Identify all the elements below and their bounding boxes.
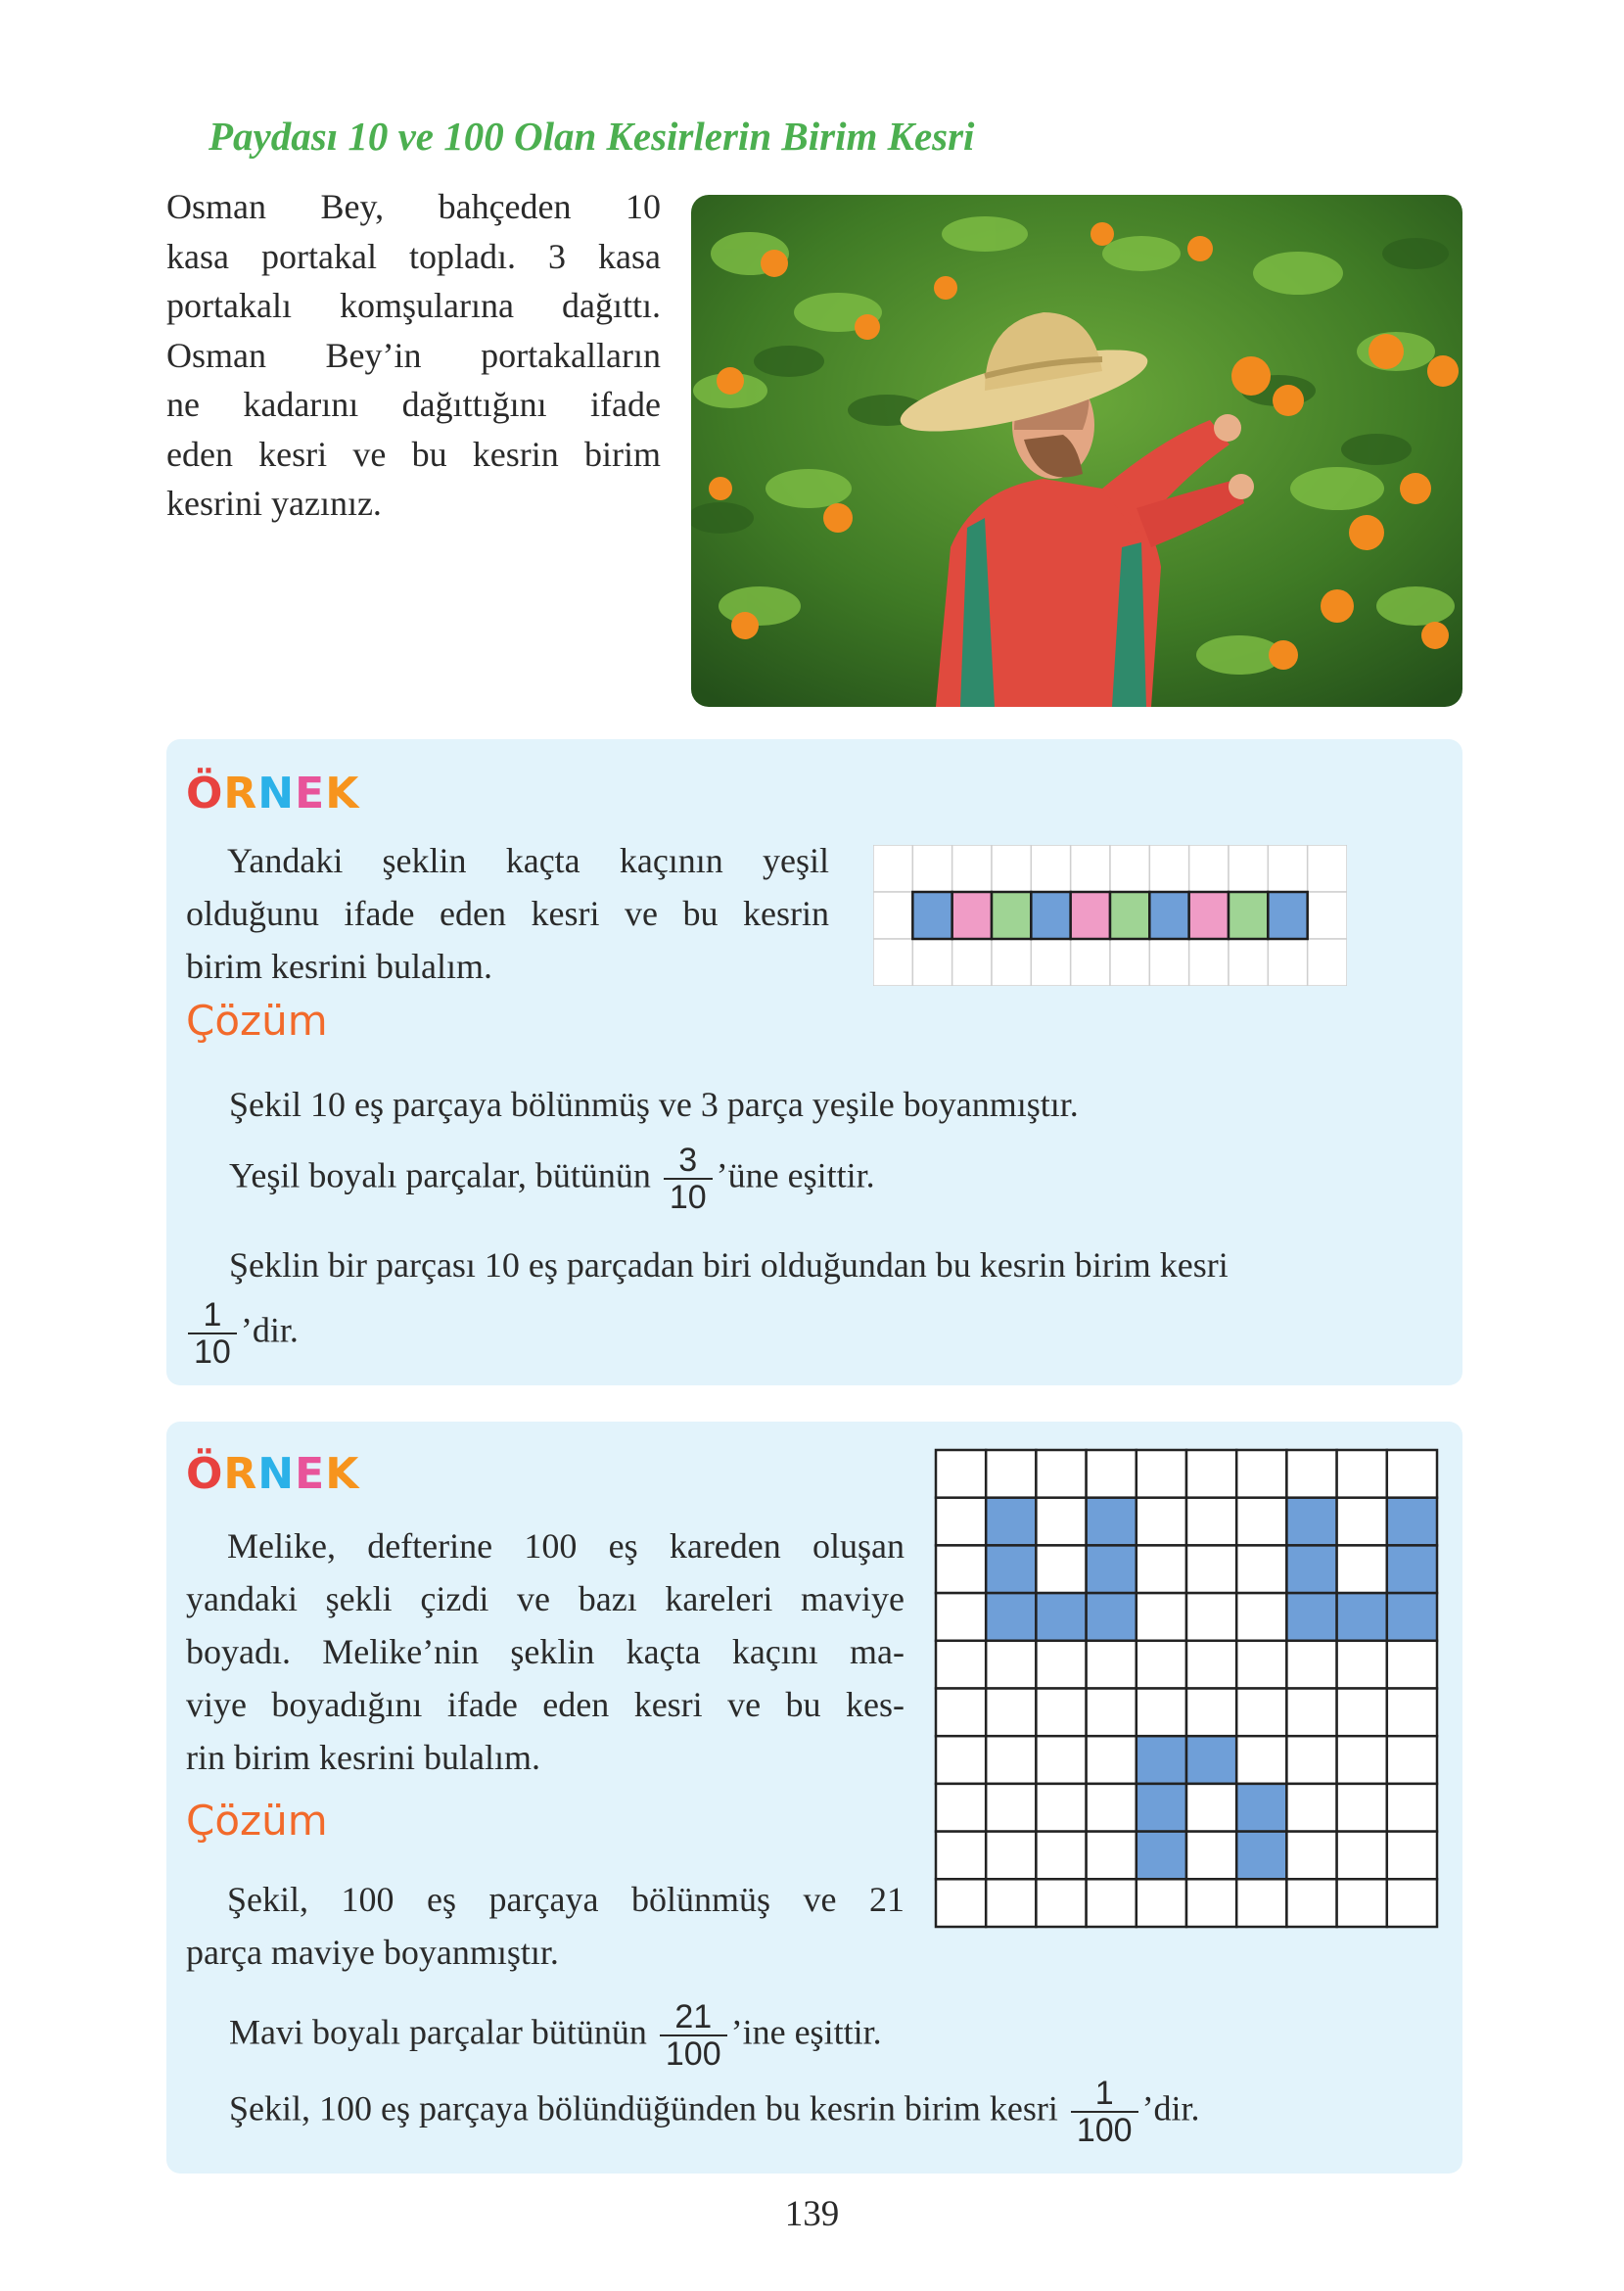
orange-harvest-photo	[691, 195, 1462, 707]
white-square	[1087, 1784, 1137, 1832]
white-square	[1236, 1498, 1286, 1546]
white-square	[1137, 1545, 1186, 1593]
grid-cell	[1071, 939, 1110, 986]
white-square	[1236, 1689, 1286, 1737]
white-square	[1387, 1641, 1437, 1689]
blue-square	[1387, 1545, 1437, 1593]
grid-cell	[1149, 845, 1188, 892]
white-square	[1036, 1450, 1086, 1498]
blue-square	[1036, 1593, 1086, 1641]
blue-square	[1387, 1498, 1437, 1546]
grid-cell	[1308, 892, 1347, 939]
white-square	[1286, 1450, 1336, 1498]
white-square	[1186, 1832, 1236, 1880]
white-square	[1337, 1736, 1387, 1784]
grid-cell	[873, 939, 912, 986]
white-square	[1137, 1879, 1186, 1927]
white-square	[1036, 1641, 1086, 1689]
white-square	[986, 1736, 1036, 1784]
white-square	[936, 1736, 986, 1784]
blue-square	[986, 1593, 1036, 1641]
white-square	[1186, 1545, 1236, 1593]
blue-square	[1186, 1736, 1236, 1784]
ornek-letter: R	[223, 769, 258, 818]
ornek-letter: R	[223, 1449, 258, 1499]
white-square	[1286, 1689, 1336, 1737]
white-square	[1186, 1879, 1236, 1927]
problem-line: birim kesrini bulalım.	[186, 947, 492, 986]
fraction-1-100	[1071, 2076, 1138, 2148]
white-square	[1186, 1498, 1236, 1546]
white-square	[1186, 1593, 1236, 1641]
white-square	[936, 1641, 986, 1689]
strip-part-green	[1229, 892, 1268, 939]
strip-part-green	[992, 892, 1031, 939]
white-square	[986, 1689, 1036, 1737]
strip-part-blue	[912, 892, 951, 939]
numerator: 21	[660, 1999, 727, 2036]
grid-cell	[1149, 939, 1188, 986]
grid-cell	[1071, 845, 1110, 892]
grid-cell	[912, 845, 951, 892]
example2-solution-line2	[229, 1999, 882, 2072]
white-square	[1236, 1545, 1286, 1593]
example2-solution-line3	[229, 2076, 1200, 2148]
white-square	[1337, 1450, 1387, 1498]
grid-cell	[1308, 845, 1347, 892]
white-square	[936, 1498, 986, 1546]
white-square	[1036, 1545, 1086, 1593]
problem-line: yandaki şekli çizdi ve bazı kareleri maviye	[186, 1579, 905, 1618]
grid-cell	[992, 939, 1031, 986]
white-square	[936, 1879, 986, 1927]
problem-line: Melike, defterine 100 eş kareden oluşan	[227, 1526, 905, 1566]
intro-line: eden kesri ve bu kesrin birim	[166, 434, 661, 474]
white-square	[1087, 1641, 1137, 1689]
strip-part-pink	[1071, 892, 1110, 939]
white-square	[936, 1689, 986, 1737]
white-square	[936, 1832, 986, 1880]
grid-cell	[912, 939, 951, 986]
problem-line: boyadı. Melike’nin şeklin kaçta kaçını ma-	[186, 1632, 905, 1671]
blue-square	[1286, 1498, 1336, 1546]
grid-cell	[1229, 939, 1268, 986]
blue-square	[986, 1545, 1036, 1593]
white-square	[1087, 1689, 1137, 1737]
white-square	[1087, 1832, 1137, 1880]
white-square	[986, 1641, 1036, 1689]
white-square	[986, 1784, 1036, 1832]
white-square	[1036, 1784, 1086, 1832]
blue-square	[1236, 1832, 1286, 1880]
solution-text: ’üne eşittir.	[716, 1155, 875, 1195]
white-square	[1186, 1784, 1236, 1832]
white-square	[936, 1450, 986, 1498]
solution-text: ’dir.	[240, 1310, 299, 1350]
ten-part-strip-figure	[873, 845, 1347, 986]
ornek-heading	[186, 769, 359, 818]
white-square	[1036, 1879, 1086, 1927]
white-square	[1337, 1641, 1387, 1689]
numerator: 1	[188, 1297, 237, 1334]
intro-line: ne kadarını dağıttığını ifade	[166, 385, 661, 424]
photo-illustration	[691, 195, 1462, 707]
white-square	[1387, 1784, 1437, 1832]
white-square	[1286, 1784, 1336, 1832]
solution-text: Mavi boyalı parçalar bütünün	[229, 2012, 647, 2052]
white-square	[1236, 1641, 1286, 1689]
intro-line: Osman Bey, bahçeden 10	[166, 187, 661, 226]
grid-cell	[992, 845, 1031, 892]
ornek-letter: E	[295, 769, 326, 818]
ornek-letter: N	[257, 769, 296, 818]
white-square	[1286, 1641, 1336, 1689]
solution-text: Şekil, 100 eş parçaya bölündüğünden bu kesrin birim kesri	[229, 2088, 1058, 2128]
white-square	[1036, 1498, 1086, 1546]
denominator: 100	[665, 2035, 721, 2073]
white-square	[986, 1832, 1036, 1880]
strip-part-blue	[1149, 892, 1188, 939]
example-panel-2	[166, 1422, 1462, 2174]
blue-square	[1087, 1498, 1137, 1546]
cozum-label: Çözüm	[186, 1797, 328, 1845]
white-square	[1137, 1498, 1186, 1546]
blue-square	[1286, 1545, 1336, 1593]
grid-cell	[1308, 939, 1347, 986]
ornek-letter: N	[257, 1449, 296, 1499]
grid-cell	[1110, 939, 1149, 986]
solution-text: ’dir.	[1141, 2088, 1200, 2128]
white-square	[1036, 1832, 1086, 1880]
grid-cell	[1268, 845, 1307, 892]
white-square	[1137, 1450, 1186, 1498]
solution-text: ’ine eşittir.	[730, 2012, 882, 2052]
white-square	[1186, 1641, 1236, 1689]
blue-square	[1286, 1593, 1336, 1641]
white-square	[1186, 1689, 1236, 1737]
white-square	[1137, 1593, 1186, 1641]
ornek-heading	[186, 1449, 359, 1499]
white-square	[1286, 1736, 1336, 1784]
page-number: 139	[784, 2194, 840, 2234]
intro-paragraph	[166, 182, 661, 529]
white-square	[1387, 1832, 1437, 1880]
strip-part-pink	[952, 892, 992, 939]
ornek-letter: E	[295, 1449, 326, 1499]
blue-square	[1236, 1784, 1286, 1832]
white-square	[986, 1450, 1036, 1498]
white-square	[1236, 1736, 1286, 1784]
white-square	[936, 1784, 986, 1832]
white-square	[1236, 1450, 1286, 1498]
strip-part-blue	[1268, 892, 1307, 939]
white-square	[1387, 1879, 1437, 1927]
blue-square	[1337, 1593, 1387, 1641]
grid-cell	[873, 892, 912, 939]
intro-line: Osman Bey’in portakalların	[166, 335, 661, 375]
ornek-letter: Ö	[186, 1449, 224, 1499]
white-square	[1337, 1832, 1387, 1880]
intro-line: kesrini yazınız.	[166, 484, 382, 523]
ornek-letter: K	[325, 1449, 360, 1499]
white-square	[936, 1545, 986, 1593]
denominator: 10	[669, 1179, 707, 1216]
intro-line: kasa portakal topladı. 3 kasa	[166, 236, 661, 276]
blue-square	[1137, 1832, 1186, 1880]
problem-line: olduğunu ifade eden kesri ve bu kesrin	[186, 894, 829, 933]
blue-square	[1087, 1593, 1137, 1641]
numerator: 3	[664, 1143, 713, 1180]
grid-cell	[952, 939, 992, 986]
white-square	[936, 1593, 986, 1641]
denominator: 100	[1076, 2112, 1133, 2149]
white-square	[1337, 1689, 1387, 1737]
ornek-letter: K	[325, 769, 360, 818]
white-square	[1036, 1689, 1086, 1737]
white-square	[1087, 1450, 1137, 1498]
hundred-square-grid-figure	[934, 1448, 1439, 1929]
cozum-label: Çözüm	[186, 997, 328, 1045]
solution-line: Şekil, 100 eş parçaya bölünmüş ve 21	[227, 1880, 905, 1919]
white-square	[1186, 1450, 1236, 1498]
blue-square	[1137, 1736, 1186, 1784]
blue-square	[1137, 1784, 1186, 1832]
example2-solution-intro	[186, 1873, 905, 1979]
example1-problem	[186, 834, 829, 993]
solution-line: parça maviye boyanmıştır.	[186, 1933, 559, 1972]
white-square	[1087, 1879, 1137, 1927]
white-square	[1337, 1879, 1387, 1927]
white-square	[1337, 1498, 1387, 1546]
grid-cell	[952, 845, 992, 892]
blue-square	[1087, 1545, 1137, 1593]
example1-solution-line4	[184, 1297, 299, 1370]
numerator: 1	[1071, 2076, 1138, 2113]
white-square	[1087, 1736, 1137, 1784]
white-square	[1137, 1641, 1186, 1689]
ornek-letter: Ö	[186, 769, 224, 818]
example2-problem	[186, 1520, 905, 1784]
solution-text: Yeşil boyalı parçalar, bütünün	[229, 1155, 651, 1195]
grid-cell	[1189, 939, 1229, 986]
white-square	[1236, 1879, 1286, 1927]
example1-solution-line1: Şekil 10 eş parçaya bölünmüş ve 3 parça yeşile boyanmıştır.	[229, 1085, 1079, 1124]
example-panel-1	[166, 739, 1462, 1385]
white-square	[1137, 1689, 1186, 1737]
strip-part-blue	[1031, 892, 1070, 939]
section-title: Paydası 10 ve 100 Olan Kesirlerin Birim Kesri	[209, 114, 975, 159]
fraction-21-100	[660, 1999, 727, 2072]
strip-part-pink	[1189, 892, 1229, 939]
problem-line: rin birim kesrini bulalım.	[186, 1738, 540, 1777]
problem-line: viye boyadığını ifade eden kesri ve bu kes-	[186, 1685, 905, 1724]
problem-line: Yandaki şeklin kaçta kaçının yeşil	[227, 841, 829, 880]
grid-cell	[1268, 939, 1307, 986]
strip-part-green	[1110, 892, 1149, 939]
white-square	[1387, 1736, 1437, 1784]
grid-cell	[1229, 845, 1268, 892]
example1-solution-line2	[229, 1143, 875, 1215]
white-square	[1387, 1450, 1437, 1498]
intro-line: portakalı komşularına dağıttı.	[166, 286, 661, 325]
fraction-3-10	[664, 1143, 713, 1215]
grid-cell	[1110, 845, 1149, 892]
white-square	[1236, 1593, 1286, 1641]
white-square	[1036, 1736, 1086, 1784]
denominator: 10	[194, 1333, 231, 1371]
white-square	[1286, 1879, 1336, 1927]
grid-cell	[873, 845, 912, 892]
grid-cell	[1031, 845, 1070, 892]
grid-cell	[1031, 939, 1070, 986]
white-square	[1337, 1784, 1387, 1832]
white-square	[986, 1879, 1036, 1927]
fraction-1-10	[188, 1297, 237, 1370]
blue-square	[986, 1498, 1036, 1546]
white-square	[1337, 1545, 1387, 1593]
white-square	[1387, 1689, 1437, 1737]
grid-cell	[1189, 845, 1229, 892]
blue-square	[1387, 1593, 1437, 1641]
example1-solution-line3: Şeklin bir parçası 10 eş parçadan biri olduğundan bu kesrin birim kesri	[229, 1245, 1229, 1285]
white-square	[1286, 1832, 1336, 1880]
